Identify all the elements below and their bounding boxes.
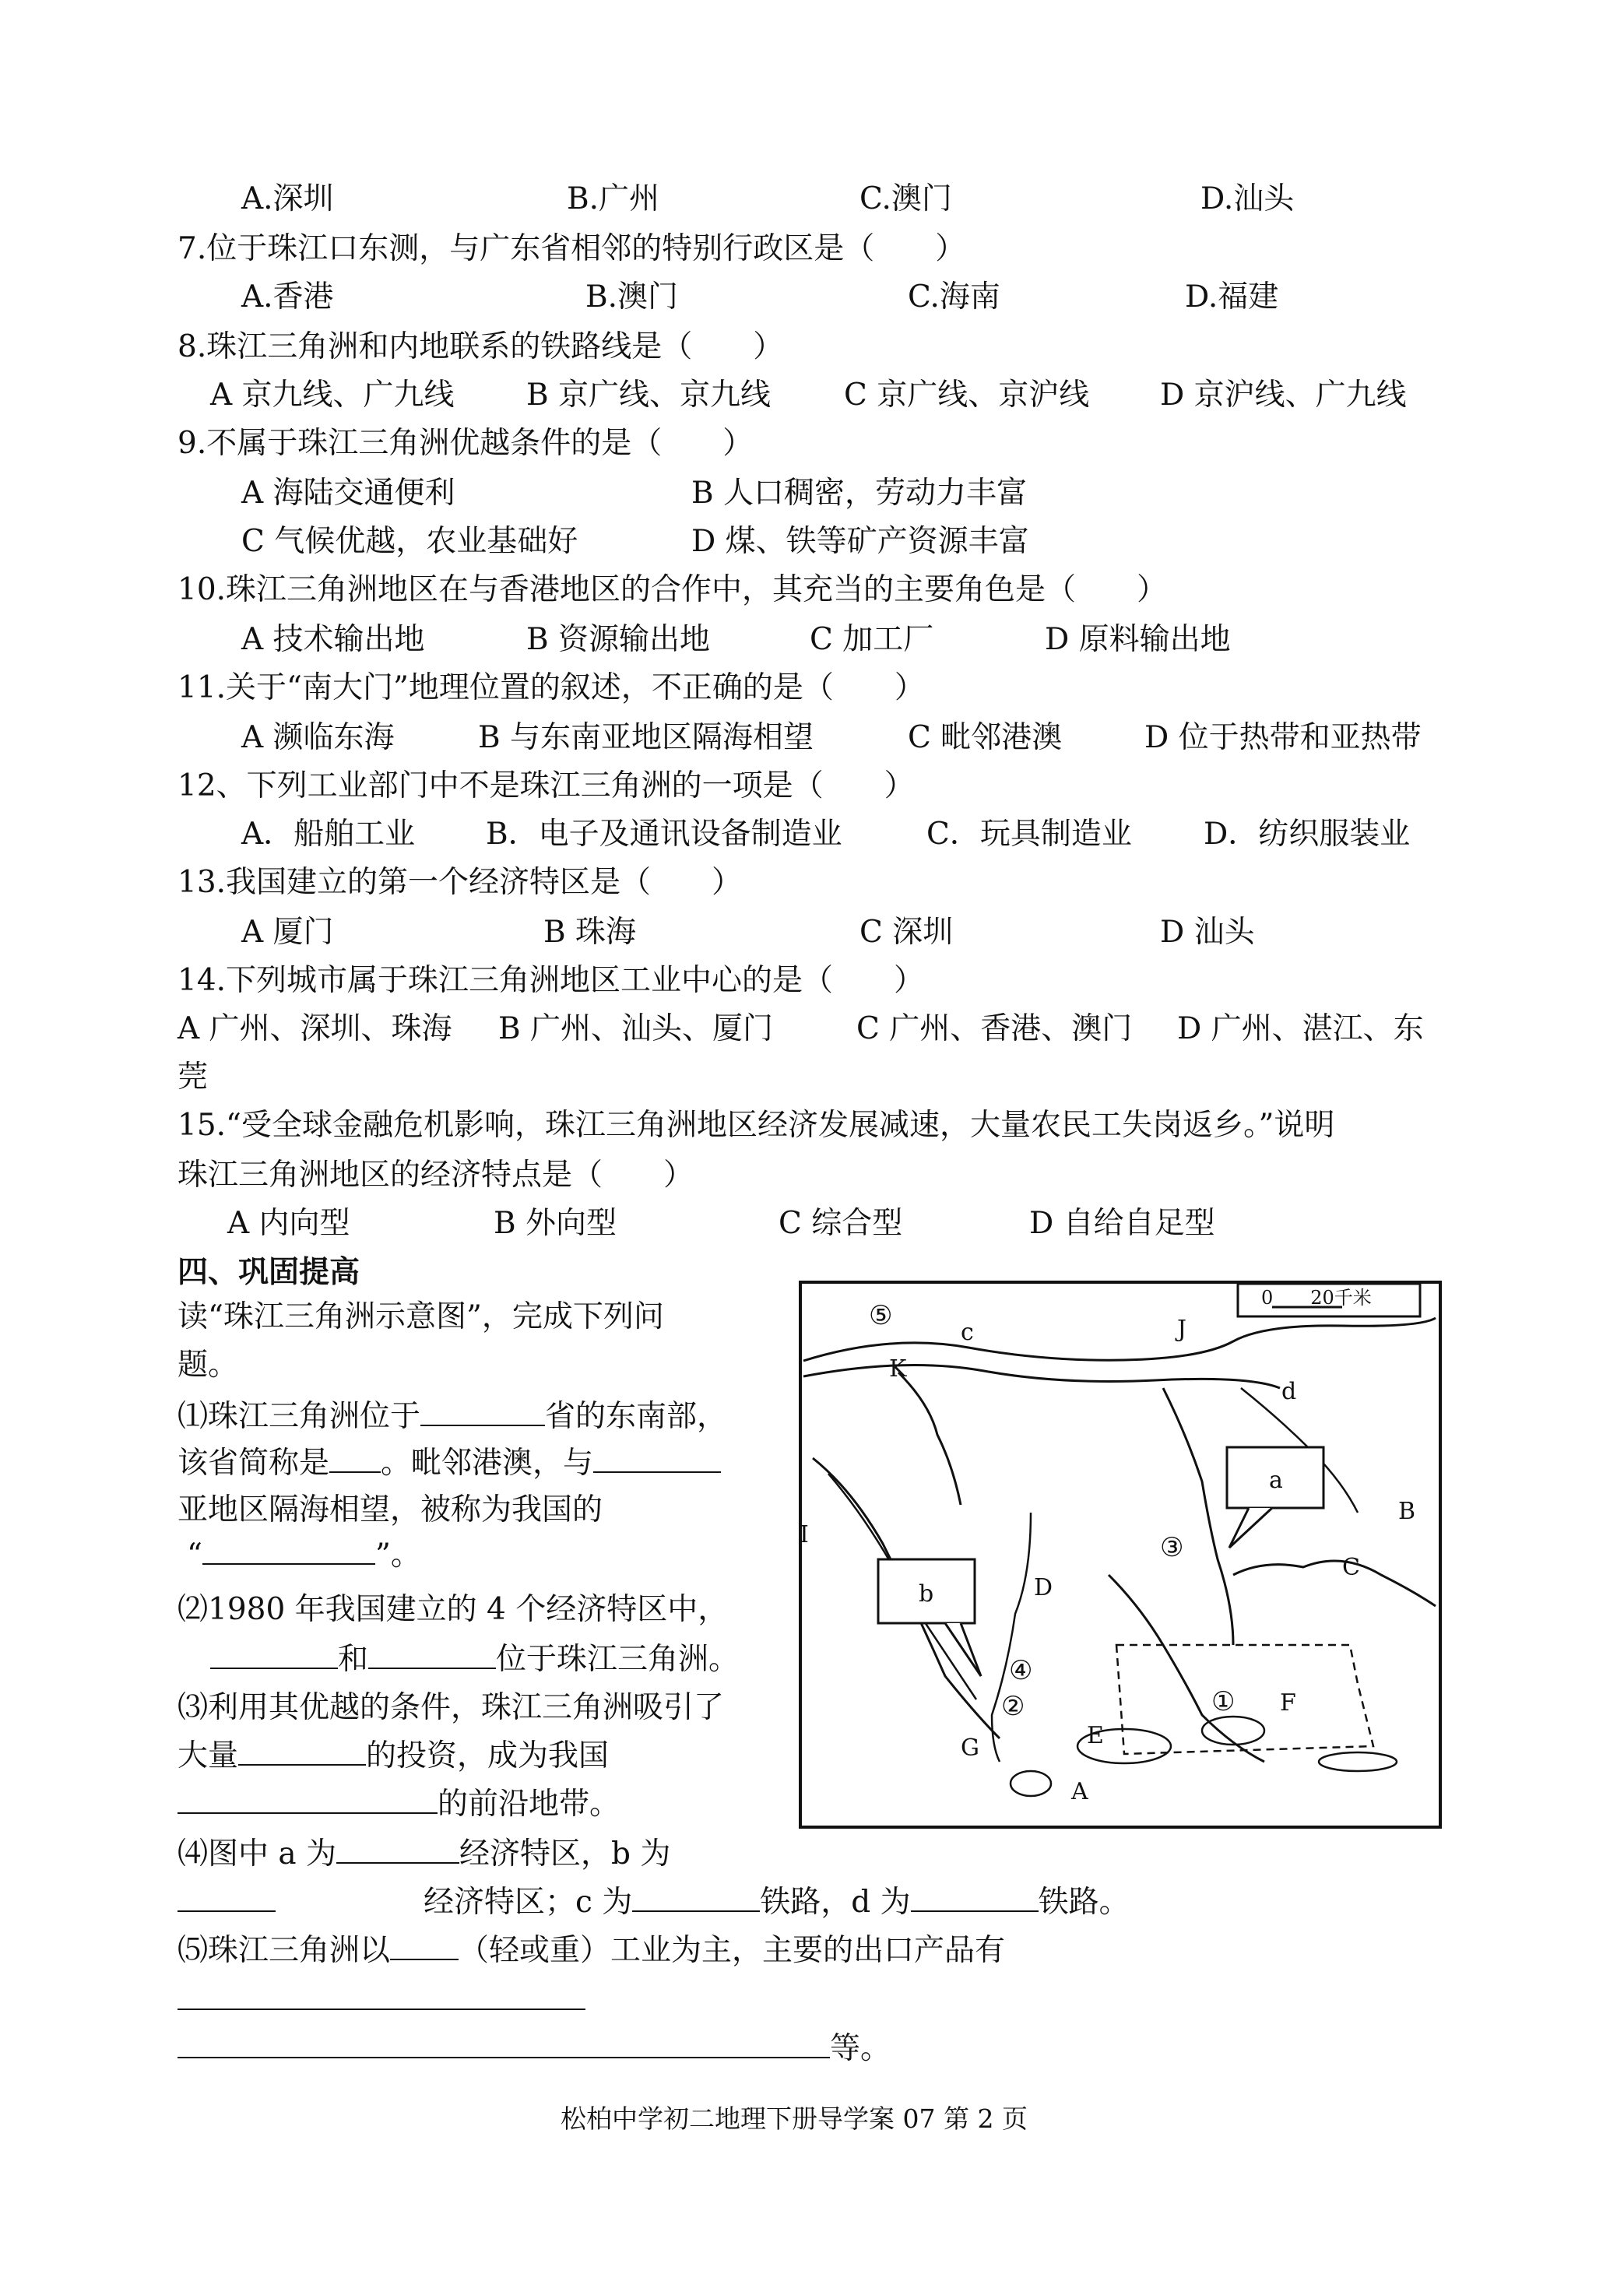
q7-option-a: A.香港 bbox=[241, 279, 334, 315]
p3-line3: 的前沿地带。 bbox=[178, 1786, 620, 1823]
q6-option-c: C.澳门 bbox=[859, 181, 952, 216]
p3-blank-frontier[interactable] bbox=[178, 1786, 438, 1814]
p5-line2 bbox=[178, 1982, 585, 2019]
q14-wrap: 莞 bbox=[178, 1060, 209, 1095]
section4-intro-line2: 题。 bbox=[178, 1348, 239, 1383]
map-label-b: b bbox=[919, 1580, 934, 1608]
q12-option-a: A．船舶工业 bbox=[241, 817, 416, 852]
p2-line2: 和 位于珠江三角洲。 bbox=[210, 1641, 739, 1678]
q11-option-d: D 位于热带和亚热带 bbox=[1144, 720, 1422, 755]
q15-option-c: C 综合型 bbox=[779, 1206, 903, 1241]
q7-option-b: B.澳门 bbox=[585, 279, 679, 315]
q7-option-d: D.福建 bbox=[1185, 279, 1279, 315]
q8-option-d: D 京沪线、广九线 bbox=[1160, 378, 1407, 413]
map-label-I: I bbox=[800, 1521, 809, 1548]
section4-intro-line1: 读“珠江三角洲示意图”，完成下列问 bbox=[178, 1299, 664, 1334]
q15-option-d: D 自给自足型 bbox=[1029, 1206, 1215, 1241]
q6-option-b: B.广州 bbox=[567, 181, 660, 216]
q14-option-a: A 广州、深圳、珠海 bbox=[178, 1011, 452, 1046]
map-label-J: J bbox=[1177, 1316, 1187, 1343]
q14-option-d: D 广州、湛江、东 bbox=[1177, 1011, 1424, 1046]
map-label-a: a bbox=[1269, 1467, 1283, 1494]
p1-line2: 该省简称是 。毗邻港澳，与 bbox=[178, 1445, 721, 1482]
q13-option-c: C 深圳 bbox=[859, 915, 954, 950]
map-label-D: D bbox=[1034, 1574, 1053, 1601]
q9-option-c: C 气候优越，农业基础好 bbox=[241, 524, 578, 559]
map-label-d: d bbox=[1281, 1378, 1297, 1405]
map-label-1: ① bbox=[1211, 1686, 1236, 1717]
q7-option-c: C.海南 bbox=[908, 279, 1000, 315]
q14-stem: 14.下列城市属于珠江三角洲地区工业中心的是（ ） bbox=[178, 963, 925, 998]
p3-line2: 大量 的投资，成为我国 bbox=[178, 1738, 610, 1773]
p1-blank-nickname[interactable] bbox=[202, 1537, 375, 1565]
p5-blank-products2[interactable] bbox=[178, 2030, 830, 2058]
q15-stem-line2: 珠江三角洲地区的经济特点是（ ） bbox=[178, 1158, 694, 1193]
q11-option-a: A 濒临东海 bbox=[241, 720, 395, 755]
p1-blank-province[interactable] bbox=[420, 1398, 545, 1426]
q12-option-d: D．纺织服装业 bbox=[1204, 817, 1411, 852]
p4-line1: ⑷图中 a 为 经济特区，b 为 bbox=[178, 1836, 671, 1871]
q7-stem: 7.位于珠江口东测，与广东省相邻的特别行政区是（ ） bbox=[178, 231, 966, 266]
map-label-5: ⑤ bbox=[869, 1300, 893, 1331]
p1-line4: “ ”。 bbox=[187, 1538, 421, 1573]
p4-line2: 经济特区；c 为 铁路，d 为 铁路。 bbox=[178, 1884, 1130, 1921]
q15-option-a: A 内向型 bbox=[227, 1206, 350, 1241]
q6-option-d: D.汕头 bbox=[1200, 181, 1295, 216]
p3-line1: ⑶利用其优越的条件，珠江三角洲吸引了 bbox=[178, 1690, 725, 1725]
q9-option-d: D 煤、铁等矿产资源丰富 bbox=[691, 524, 1029, 559]
q9-option-b: B 人口稠密，劳动力丰富 bbox=[691, 476, 1028, 511]
map-scale-label: 0 20千米 bbox=[1261, 1287, 1372, 1309]
section4-title: 四、巩固提高 bbox=[178, 1254, 360, 1290]
map-label-F: F bbox=[1280, 1689, 1296, 1717]
map-label-A: A bbox=[1071, 1778, 1088, 1805]
q9-option-a: A 海陆交通便利 bbox=[241, 476, 455, 511]
map-label-K: K bbox=[889, 1355, 907, 1383]
map-label-B: B bbox=[1398, 1498, 1416, 1525]
p3-blank-investment[interactable] bbox=[238, 1738, 366, 1766]
q10-option-a: A 技术输出地 bbox=[241, 622, 425, 657]
q8-stem: 8.珠江三角洲和内地联系的铁路线是（ ） bbox=[178, 329, 784, 364]
q13-option-d: D 汕头 bbox=[1160, 915, 1255, 950]
q9-stem: 9.不属于珠江三角洲优越条件的是（ ） bbox=[178, 426, 754, 461]
map-label-G: G bbox=[961, 1734, 979, 1762]
q13-option-a: A 厦门 bbox=[241, 915, 334, 950]
q15-option-b: B 外向型 bbox=[494, 1206, 617, 1241]
q10-option-d: D 原料输出地 bbox=[1045, 622, 1231, 657]
p5-line3: 等。 bbox=[178, 2030, 891, 2068]
p4-blank-c[interactable] bbox=[632, 1884, 760, 1912]
p4-blank-b[interactable] bbox=[178, 1884, 276, 1912]
page-footer: 松柏中学初二地理下册导学案 07 第 2 页 bbox=[561, 2103, 1028, 2134]
p1-line1: ⑴珠江三角洲位于 省的东南部， bbox=[178, 1399, 728, 1434]
p2-blank-zone2[interactable] bbox=[368, 1641, 496, 1669]
map-label-4: ④ bbox=[1009, 1655, 1033, 1686]
q10-stem: 10.珠江三角洲地区在与香港地区的合作中，其充当的主要角色是（ ） bbox=[178, 572, 1168, 607]
map-label-C: C bbox=[1342, 1554, 1360, 1581]
q13-option-b: B 珠海 bbox=[543, 915, 637, 950]
q11-option-b: B 与东南亚地区隔海相望 bbox=[478, 720, 814, 755]
q13-stem: 13.我国建立的第一个经济特区是（ ） bbox=[178, 865, 743, 900]
q15-stem-line1: 15.“受全球金融危机影响，珠江三角洲地区经济发展减速，大量农民工失岗返乡。”说明 bbox=[178, 1108, 1335, 1143]
q10-option-c: C 加工厂 bbox=[810, 622, 934, 657]
q8-option-b: B 京广线、京九线 bbox=[526, 378, 772, 413]
q8-option-a: A 京九线、广九线 bbox=[210, 378, 455, 413]
p2-line1: ⑵1980 年我国建立的 4 个经济特区中， bbox=[178, 1592, 729, 1627]
map-label-2: ② bbox=[1001, 1691, 1025, 1722]
map-label-c: c bbox=[961, 1319, 974, 1346]
p5-line1: ⑸珠江三角洲以 （轻或重）工业为主，主要的出口产品有 bbox=[178, 1933, 1006, 1968]
q8-option-c: C 京广线、京沪线 bbox=[844, 378, 1090, 413]
pearl-river-delta-map bbox=[797, 1279, 1443, 1830]
q12-option-b: B．电子及通讯设备制造业 bbox=[486, 817, 842, 852]
p5-blank-products1[interactable] bbox=[178, 1982, 585, 2010]
q12-stem: 12、下列工业部门中不是珠江三角洲的一项是（ ） bbox=[178, 768, 915, 803]
q12-option-c: C．玩具制造业 bbox=[926, 817, 1132, 852]
p5-blank-industry[interactable] bbox=[390, 1932, 459, 1960]
q14-option-b: B 广州、汕头、厦门 bbox=[498, 1011, 774, 1046]
p1-line3: 亚地区隔海相望，被称为我国的 bbox=[178, 1492, 603, 1527]
p4-blank-d[interactable] bbox=[911, 1884, 1039, 1912]
q10-option-b: B 资源输出地 bbox=[526, 622, 711, 657]
q6-option-a: A.深圳 bbox=[241, 181, 334, 216]
map-label-3: ③ bbox=[1160, 1532, 1184, 1563]
p1-blank-abbr[interactable] bbox=[329, 1445, 381, 1473]
p2-blank-zone1[interactable] bbox=[210, 1641, 338, 1669]
p4-blank-a[interactable] bbox=[336, 1836, 459, 1864]
p1-blank-region[interactable] bbox=[593, 1445, 721, 1473]
q14-option-c: C 广州、香港、澳门 bbox=[856, 1011, 1133, 1046]
map-label-E: E bbox=[1087, 1722, 1104, 1749]
q11-option-c: C 毗邻港澳 bbox=[908, 720, 1063, 755]
q11-stem: 11.关于“南大门”地理位置的叙述，不正确的是（ ） bbox=[178, 670, 925, 705]
